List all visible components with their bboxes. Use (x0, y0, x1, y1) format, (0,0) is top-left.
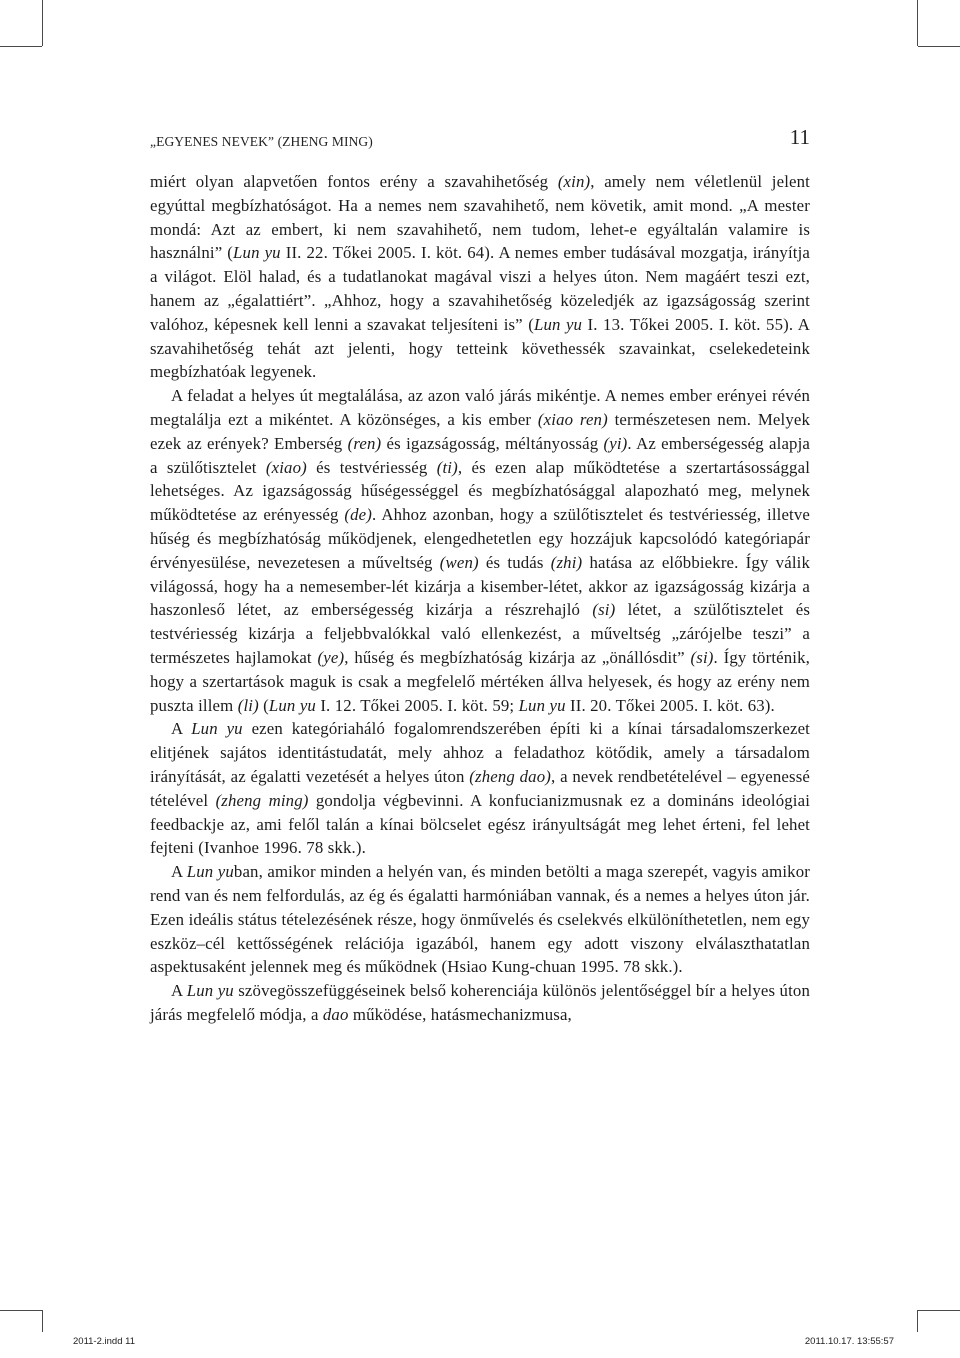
text-run: , hűség és megbízhatóság kizárja az „önállósdit” (344, 647, 691, 667)
text-run: A (171, 719, 192, 739)
italic-term: (li) (237, 695, 259, 715)
italic-term: Lun yu (233, 243, 281, 263)
running-title: „EGYENES NEVEK” (ZHENG MING) (150, 134, 373, 149)
page-header (150, 120, 810, 150)
text-run: , és ezen alap működtetése a szertartásossággal lehetséges. Az igazságosság hűségességgel és megbízhatósággal alapozható meg, melynek működtetése az erényesség (150, 457, 811, 525)
text-run: miért olyan alapvetően fontos erény a szavahihetőség (150, 172, 558, 191)
paragraph (150, 170, 810, 384)
text-run: A (171, 862, 187, 882)
italic-term: (si) (592, 600, 616, 620)
text-run: , amely nem véletlenül jelent egyúttal megbízhatóságot. Ha a nemes nem szavahihető, nem követik, amit mond. „A mester mondá: Azt az embert, ki nem szavahihető, nem tudom, lehet-e egyáltalán valamire is használni” ( (150, 172, 810, 263)
crop-mark-top-left-vertical (42, 0, 43, 46)
crop-mark-bottom-right-vertical (917, 1310, 918, 1332)
crop-mark-top-right-horizontal (918, 46, 960, 47)
text-run: . Így történik, hogy a szertartások maguk is csak a megfelelő mértéken állva helyesek, és hogy az erény nem puszta illem (150, 647, 810, 715)
italic-term: (xiao ren) (537, 409, 608, 429)
italic-term: Lun yu (186, 981, 234, 1001)
text-run: és tudás (478, 552, 551, 572)
italic-term: Lun yu (518, 695, 566, 715)
crop-mark-top-right-vertical (917, 0, 918, 46)
text-run: . Az emberségesség alapja a szülőtisztelet (150, 433, 810, 477)
italic-term: (zhi) (550, 552, 583, 572)
italic-term: Lun yu (268, 695, 316, 715)
text-run: A (171, 981, 187, 1001)
page-number: 11 (789, 125, 810, 149)
text-run: A feladat a helyes út megtalálása, az azon való járás mikéntje. A nemes ember erényei révén megtalálja ezt a mikéntet. A közönséges, a kis ember (150, 386, 810, 429)
italic-term: (ye) (317, 647, 345, 667)
text-run: és testvériesség (306, 457, 437, 477)
italic-term: (zheng ming) (215, 790, 309, 810)
italic-term: (yi) (603, 433, 628, 453)
italic-term: (xin) (557, 172, 591, 191)
italic-term: (ren) (347, 433, 382, 453)
text-run: ezen kategóriaháló fogalomrendszerében építi ki a kínai társadalomszerkezet elitjének sajátos identitástudatát, mely ahhoz a feladathoz kötődik, amely a társadalom irányítását, az égalatti vezetését a helyes úton (150, 719, 810, 786)
text-run: ( (258, 695, 269, 715)
italic-term: (zheng dao) (469, 766, 552, 786)
text-run: szövegösszefüggéseinek belső koherenciája különös jelentőséggel bír a helyes úton járás megfelelő módja, a (150, 981, 810, 1024)
text-run: II. 20. Tőkei 2005. I. köt. 63). (565, 695, 775, 715)
text-run: természetesen nem. Melyek ezek az erények? Emberség (150, 409, 810, 453)
italic-term: Lun yu (186, 862, 234, 882)
text-run: és igazságosság, méltányosság (381, 433, 604, 453)
text-run: hatása az előbbiekre. Így válik világossá, hogy ha a nemesember-lét kizárja a kisember-létet, akkor az igazságosság kizárja a haszonleső létet, az emberségesség kizárja a részrehajló (150, 552, 810, 620)
text-run: gondolja végbevinni. A konfucianizmusnak ez a domináns ideológiai feedbackje az, ami felől talán a kínai bölcselet egész irányultságát meg lehet érteni, fel lehet fejteni (Ivanhoe 1996. 78 skk.). (150, 790, 811, 858)
crop-mark-bottom-right-horizontal (918, 1310, 960, 1311)
text-run: működése, hatásmechanizmusa, (348, 1004, 572, 1024)
text-run: I. 12. Tőkei 2005. I. köt. 59; (315, 695, 519, 715)
print-footer (0, 1336, 960, 1350)
italic-term: (wen) (439, 552, 479, 572)
text-run: II. 22. Tőkei 2005. I. köt. 64). A nemes ember tudásával mozgatja, irányítja a világot. Elöl halad, és a tudatlanokat magával viszi a helyes úton. Nem magáért teszi ezt, hanem az „égalattiért”. „Ahhoz, hogy a szavahihetőség közeledjék az igazságosság szerint valóhoz, képesnek kell lenni a szavakat teljesíteni is” ( (150, 243, 811, 334)
text-run: . Ahhoz azonban, hogy a szülőtisztelet és testvériesség, illetve hűség és megbízhatóság működjenek, elengedhetetlen egy hozzájuk kapcsolódó kategóriapár érvényesülése, nevezetesen a műveltség (150, 505, 810, 572)
italic-term: Lun yu (533, 314, 583, 334)
italic-term: (ti) (436, 457, 458, 477)
italic-term: (si) (690, 647, 714, 667)
body-text (150, 170, 810, 1027)
italic-term: (de) (344, 505, 373, 525)
italic-term: dao (322, 1004, 349, 1024)
paragraph (150, 979, 810, 1027)
crop-mark-top-left-horizontal (0, 46, 42, 47)
italic-term: (xiao) (265, 457, 307, 477)
text-run: I. 13. Tőkei 2005. I. köt. 55). A szavahihetőség tehát azt jelenti, hogy tetteink követhessék szavainkat, cselekedeteink megbízhatóak legyenek. (150, 314, 810, 382)
footer-filename: 2011-2.indd 11 (73, 1336, 135, 1347)
footer-timestamp: 2011.10.17. 13:55:57 (804, 1336, 894, 1347)
crop-mark-bottom-left-vertical (42, 1310, 43, 1332)
text-run: ban, amikor minden a helyén van, és minden betölti a maga szerepét, vagyis amikor rend van és nem felfordulás, az ég és égalatti harmóniában vannak, és a nemes a helyes úton jár. Ezen ideális státus tételezésének része, hogy önművelés és cselekvés elkülöníthetetlen, nem egy eszköz–cél kettősségének relációja igazából, hanem egy adott viszony elválaszthatatlan aspektusaként jelennek meg és működnek (Hsiao Kung-chuan 1995. 78 skk.). (150, 862, 810, 977)
text-run: létet, a szülőtisztelet és testvériesség kizárja a feljebbvalókkal való ellenkezést, a műveltség „zárójelbe teszi” a természetes hajlamokat (150, 600, 810, 667)
italic-term: Lun yu (191, 719, 243, 739)
paragraph (150, 717, 810, 860)
paragraph (150, 384, 810, 717)
crop-mark-bottom-left-horizontal (0, 1310, 42, 1311)
paragraph (150, 860, 810, 979)
text-run: , a nevek rendbetételével – egyenessé tételével (150, 766, 810, 810)
